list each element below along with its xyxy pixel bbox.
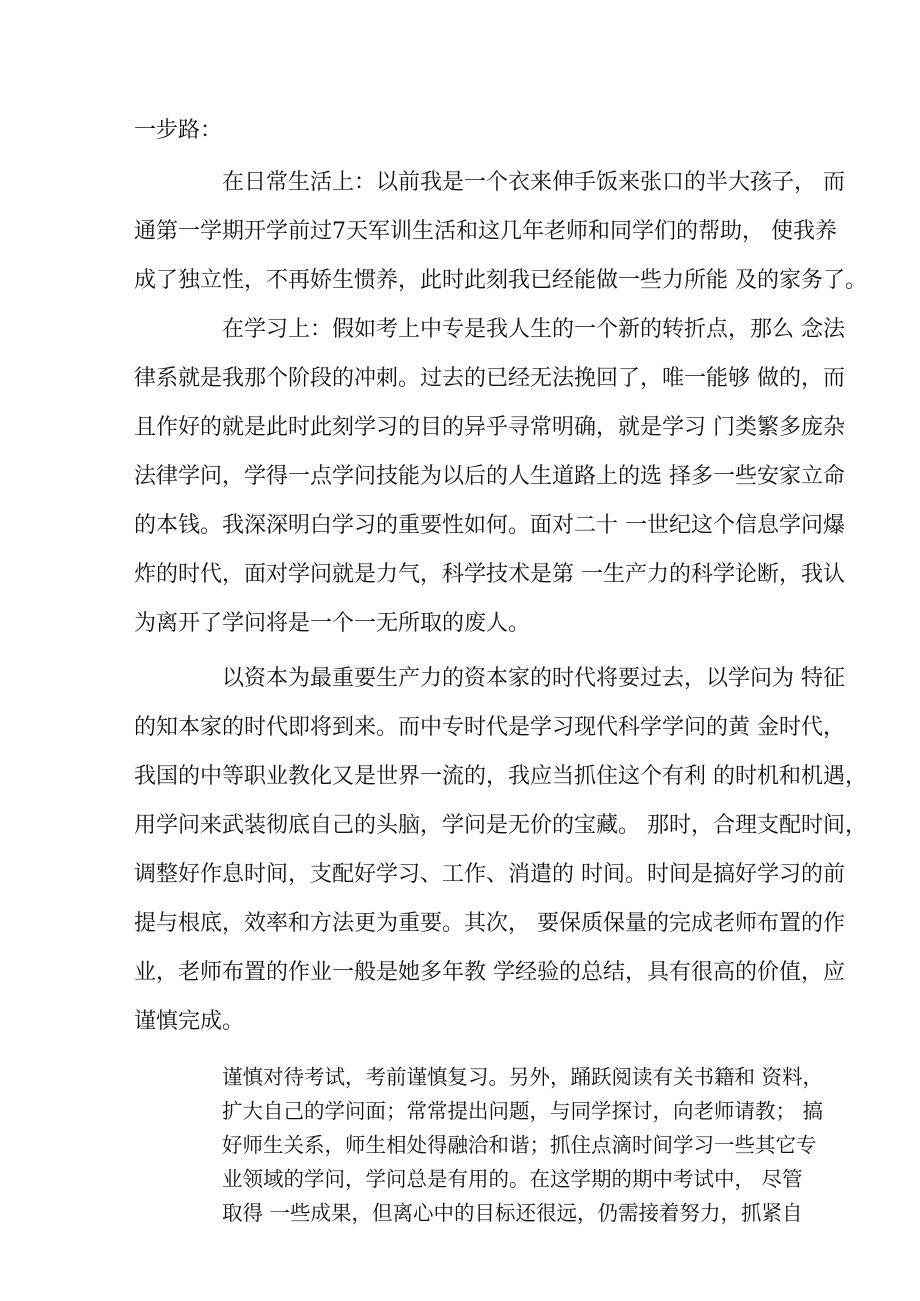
- text-line: 在日常生活上：以前我是一个衣来伸手饭来张口的半大孩子， 而: [222, 170, 845, 195]
- text-line: 谨慎完成。: [134, 1009, 245, 1034]
- text-line: 扩大自己的学问面；常常提出问题，与同学探讨，向老师请教； 搞: [222, 1099, 824, 1123]
- text-line: 在学习上：假如考上中专是我人生的一个新的转折点，那么 念法: [222, 317, 845, 342]
- text-line: 业领域的学问，学问总是有用的。在这学期的期中考试中， 尽管: [222, 1167, 803, 1191]
- text-line: 且作好的就是此时此刻学习的目的异乎寻常明确，就是学习 门类繁多庞杂: [134, 415, 845, 440]
- text-line: 一步路：: [134, 118, 223, 143]
- text-line: 炸的时代，面对学问就是力气，科学技术是第 一生产力的科学论断，我认: [134, 562, 845, 587]
- text-line: 为离开了学问将是一个一无所取的废人。: [134, 611, 531, 636]
- text-line: 好师生关系，师生相处得融洽和谐；抓住点滴时间学习一些其它专: [222, 1133, 817, 1157]
- text-line: 提与根底，效率和方法更为重要。其次， 要保质保量的完成老师布置的作: [134, 911, 845, 936]
- text-line: 的本钱。我深深明白学习的重要性如何。面对二十 一世纪这个信息学问爆: [134, 513, 845, 538]
- text-line: 用学问来武装彻底自己的头脑，学问是无价的宝藏。 那时，合理支配时间，: [134, 813, 867, 838]
- text-line: 我国的中等职业教化又是世界一流的，我应当抓住这个有利 的时机和机遇，: [134, 764, 867, 789]
- text-line: 律系就是我那个阶段的冲刺。过去的已经无法挽回了，唯一能够 做的，而: [134, 366, 845, 391]
- text-line: 取得 一些成果，但离心中的目标还很远，仍需接着努力，抓紧自: [222, 1201, 803, 1225]
- text-line: 法律学问，学得一点学问技能为以后的人生道路上的选 择多一些安家立命: [134, 464, 845, 489]
- text-line: 的知本家的时代即将到来。而中专时代是学习现代科学学问的黄 金时代，: [134, 715, 845, 740]
- text-line: 成了独立性，不再娇生惯养，此时此刻我已经能做一些力所能 及的家务了。: [134, 268, 867, 293]
- text-line: 业，老师布置的作业一般是她多年教 学经验的总结，具有很高的价值，应: [134, 960, 845, 985]
- text-line: 以资本为最重要生产力的资本家的时代将要过去，以学问为 特征: [222, 666, 845, 691]
- text-line: 通第一学期开学前过7天军训生活和这几年老师和同学们的帮助， 使我养: [134, 219, 837, 244]
- text-line: 谨慎对待考试，考前谨慎复习。另外，踊跃阅读有关书籍和 资料，: [222, 1065, 824, 1089]
- text-line: 调整好作息时间，支配好学习、工作、消遣的 时间。时间是搞好学习的前: [134, 862, 845, 887]
